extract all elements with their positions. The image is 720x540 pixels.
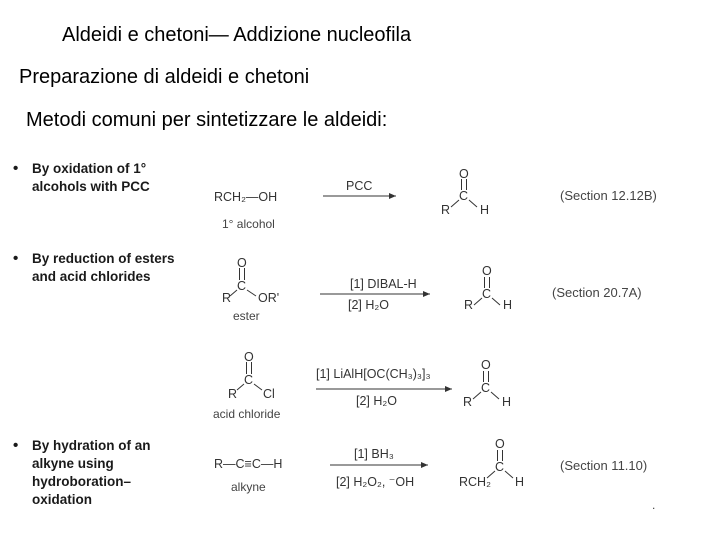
- reagent-label: PCC: [346, 179, 373, 193]
- carbonyl-carbon: C: [244, 373, 254, 387]
- label-line: By oxidation of 1°: [32, 161, 147, 176]
- footer-mark: .: [652, 498, 656, 512]
- substituent-h: H: [480, 203, 490, 217]
- substituent-h: H: [515, 475, 525, 489]
- reagent-step-1: [1] BH₃: [354, 447, 394, 461]
- reagent-step-1: [1] LiAlH[OC(CH₃)₃]₃: [316, 367, 431, 381]
- reactant-caption: ester: [233, 309, 260, 323]
- reagent-step-1: [1] DIBAL-H: [350, 277, 417, 291]
- carbonyl-oxygen: O: [459, 167, 469, 181]
- label-line: alkyne using: [32, 456, 114, 471]
- label-line: and acid chlorides: [32, 269, 151, 284]
- carbonyl-carbon: C: [459, 189, 469, 203]
- bullet-marker: •: [13, 160, 19, 177]
- slide-title: Aldeidi e chetoni— Addizione nucleofila: [62, 24, 412, 46]
- carbonyl-carbon: C: [481, 381, 491, 395]
- reagent-step-2: [2] H₂O: [356, 394, 397, 408]
- slide-subtitle: Preparazione di aldeidi e chetoni: [19, 66, 310, 88]
- substituent-r: R: [222, 291, 232, 305]
- carbonyl-oxygen: O: [237, 256, 247, 270]
- section-heading: Metodi comuni per sintetizzare le aldeidi:: [26, 109, 388, 131]
- label-line: By hydration of an: [32, 438, 151, 453]
- carbonyl-carbon: C: [495, 460, 505, 474]
- label-line: By reduction of esters: [32, 251, 175, 266]
- reactant-caption: acid chloride: [213, 407, 281, 421]
- reactant-terminal-alkyne: R—C≡C—H: [214, 457, 283, 471]
- reactant-caption: alkyne: [231, 480, 266, 494]
- section-reference: (Section 12.12B): [560, 188, 657, 203]
- substituent-r: R: [463, 395, 473, 409]
- substituent-alkyl: RCH₂: [459, 475, 491, 489]
- substituent-r: R: [464, 298, 474, 312]
- carbonyl-carbon: C: [482, 287, 492, 301]
- carbonyl-oxygen: O: [481, 358, 491, 372]
- substituent-r: R: [441, 203, 451, 217]
- bullet-marker: •: [13, 250, 19, 267]
- substituent-chlorine: Cl: [263, 387, 275, 401]
- carbonyl-carbon: C: [237, 279, 247, 293]
- bullet-marker: •: [13, 437, 19, 454]
- substituent-h: H: [502, 395, 512, 409]
- label-line: hydroboration–: [32, 474, 132, 489]
- substituent-h: H: [503, 298, 513, 312]
- reagent-step-2: [2] H₂O₂, ⁻OH: [336, 475, 415, 489]
- reagent-step-2: [2] H₂O: [348, 298, 389, 312]
- section-reference: (Section 11.10): [560, 458, 648, 473]
- substituent-alkoxy: OR': [258, 291, 280, 305]
- label-line: alcohols with PCC: [32, 179, 150, 194]
- carbonyl-oxygen: O: [482, 264, 492, 278]
- carbonyl-oxygen: O: [495, 437, 505, 451]
- carbonyl-oxygen: O: [244, 350, 254, 364]
- section-reference: (Section 20.7A): [552, 285, 642, 300]
- label-line: oxidation: [32, 492, 92, 507]
- reactant-caption: 1° alcohol: [222, 217, 275, 231]
- reactant-primary-alcohol: RCH₂—OH: [214, 190, 278, 204]
- substituent-r: R: [228, 387, 238, 401]
